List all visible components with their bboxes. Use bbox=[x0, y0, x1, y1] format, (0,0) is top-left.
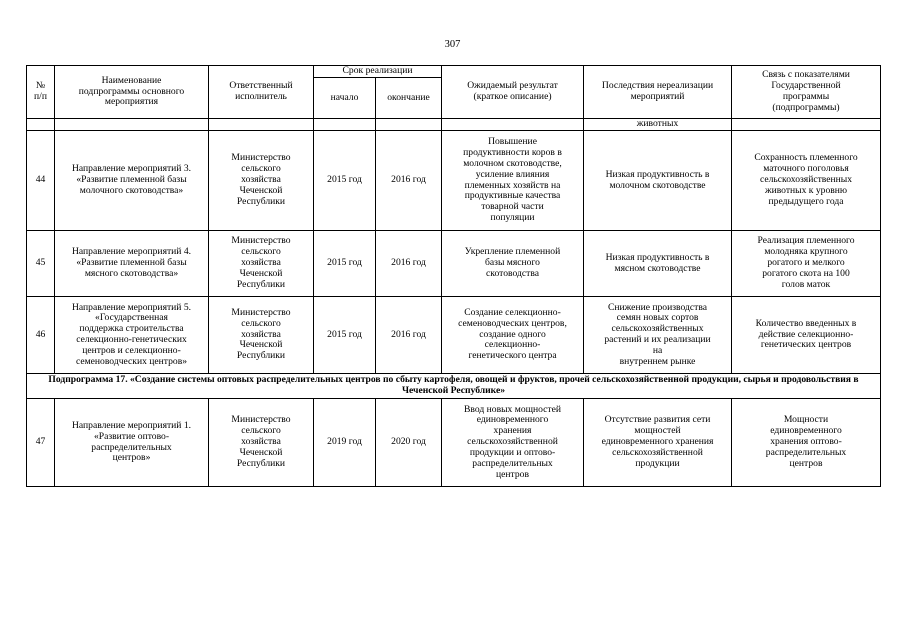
row-executor: Министерство сельского хозяйства Чеченской Республики bbox=[209, 399, 314, 487]
row-end: 2020 год bbox=[376, 399, 442, 487]
row-consequences: Низкая продуктивность в молочном скотоводстве bbox=[584, 131, 732, 231]
row-num: 46 bbox=[27, 297, 55, 374]
header-name: Наименование подпрограммы основного мероприятия bbox=[55, 66, 209, 119]
row-num: 44 bbox=[27, 131, 55, 231]
row-start: 2019 год bbox=[314, 399, 376, 487]
row-link: Мощности единовременного хранения оптово- распределительных центров bbox=[732, 399, 881, 487]
table-row bbox=[27, 231, 881, 297]
header-executor: Ответственный исполнитель bbox=[209, 66, 314, 119]
row-name: Направление мероприятий 4. «Развитие племенной базы мясного скотоводства» bbox=[55, 231, 209, 297]
row-link: Количество введенных в действие селекционно- генетических центров bbox=[732, 297, 881, 374]
row-consequences: Отсутствие развития сети мощностей единовременного хранения сельскохозяйственной продукции bbox=[584, 399, 732, 487]
continuation-text: животных bbox=[584, 119, 732, 131]
row-name: Направление мероприятий 3. «Развитие племенной базы молочного скотоводства» bbox=[55, 131, 209, 231]
table-row bbox=[27, 399, 881, 487]
header-end: окончание bbox=[376, 78, 442, 119]
header-start: начало bbox=[314, 78, 376, 119]
row-result: Создание селекционно- семеноводческих центров, создание одного селекционно- генетического центра bbox=[442, 297, 584, 374]
row-executor: Министерство сельского хозяйства Чеченской Республики bbox=[209, 297, 314, 374]
table-row bbox=[27, 297, 881, 374]
row-name: Направление мероприятий 1. «Развитие оптово- распределительных центров» bbox=[55, 399, 209, 487]
row-end: 2016 год bbox=[376, 297, 442, 374]
row-num: 47 bbox=[27, 399, 55, 487]
subprogram-row bbox=[27, 374, 881, 399]
row-result: Укрепление племенной базы мясного скотоводства bbox=[442, 231, 584, 297]
row-name: Направление мероприятий 5. «Государственная поддержка строительства селекционно-генетических центров и селекционно- семеноводческих центров» bbox=[55, 297, 209, 374]
row-link: Реализация племенного молодняка крупного рогатого и мелкого рогатого скота на 100 голов маток bbox=[732, 231, 881, 297]
activities-table bbox=[26, 65, 881, 487]
row-num: 45 bbox=[27, 231, 55, 297]
header-period: Срок реализации bbox=[314, 66, 442, 78]
row-executor: Министерство сельского хозяйства Чеченской Республики bbox=[209, 231, 314, 297]
row-link: Сохранность племенного маточного поголовья сельскохозяйственных животных к уровню предыдущего года bbox=[732, 131, 881, 231]
header-result: Ожидаемый результат (краткое описание) bbox=[442, 66, 584, 119]
table-row bbox=[27, 131, 881, 231]
row-start: 2015 год bbox=[314, 131, 376, 231]
row-result: Повышение продуктивности коров в молочном скотоводстве, усиление влияния племенных хозяйств на продуктивные качества товарной части популяции bbox=[442, 131, 584, 231]
page-number: 307 bbox=[444, 39, 461, 50]
header-consequences: Последствия нереализации мероприятий bbox=[584, 66, 732, 119]
row-start: 2015 год bbox=[314, 297, 376, 374]
header-num: № п/п bbox=[27, 66, 55, 119]
row-end: 2016 год bbox=[376, 131, 442, 231]
row-end: 2016 год bbox=[376, 231, 442, 297]
row-start: 2015 год bbox=[314, 231, 376, 297]
continuation-row bbox=[27, 119, 881, 131]
header-row-1 bbox=[27, 66, 881, 78]
row-executor: Министерство сельского хозяйства Чеченской Республики bbox=[209, 131, 314, 231]
row-consequences: Снижение производства семян новых сортов сельскохозяйственных растений и их реализации на внутреннем рынке bbox=[584, 297, 732, 374]
row-result: Ввод новых мощностей единовременного хранения сельскохозяйственной продукции и оптово- распределительных центров bbox=[442, 399, 584, 487]
subprogram-title: Подпрограмма 17. «Создание системы оптовых распределительных центров по сбыту картофеля, овощей и фруктов, прочей сельскохозяйственной продукции, сырья и продовольствия в Чеченской Республике» bbox=[27, 374, 881, 399]
header-link: Связь с показателями Государственной программы (подпрограммы) bbox=[732, 66, 881, 119]
row-consequences: Низкая продуктивность в мясном скотоводстве bbox=[584, 231, 732, 297]
